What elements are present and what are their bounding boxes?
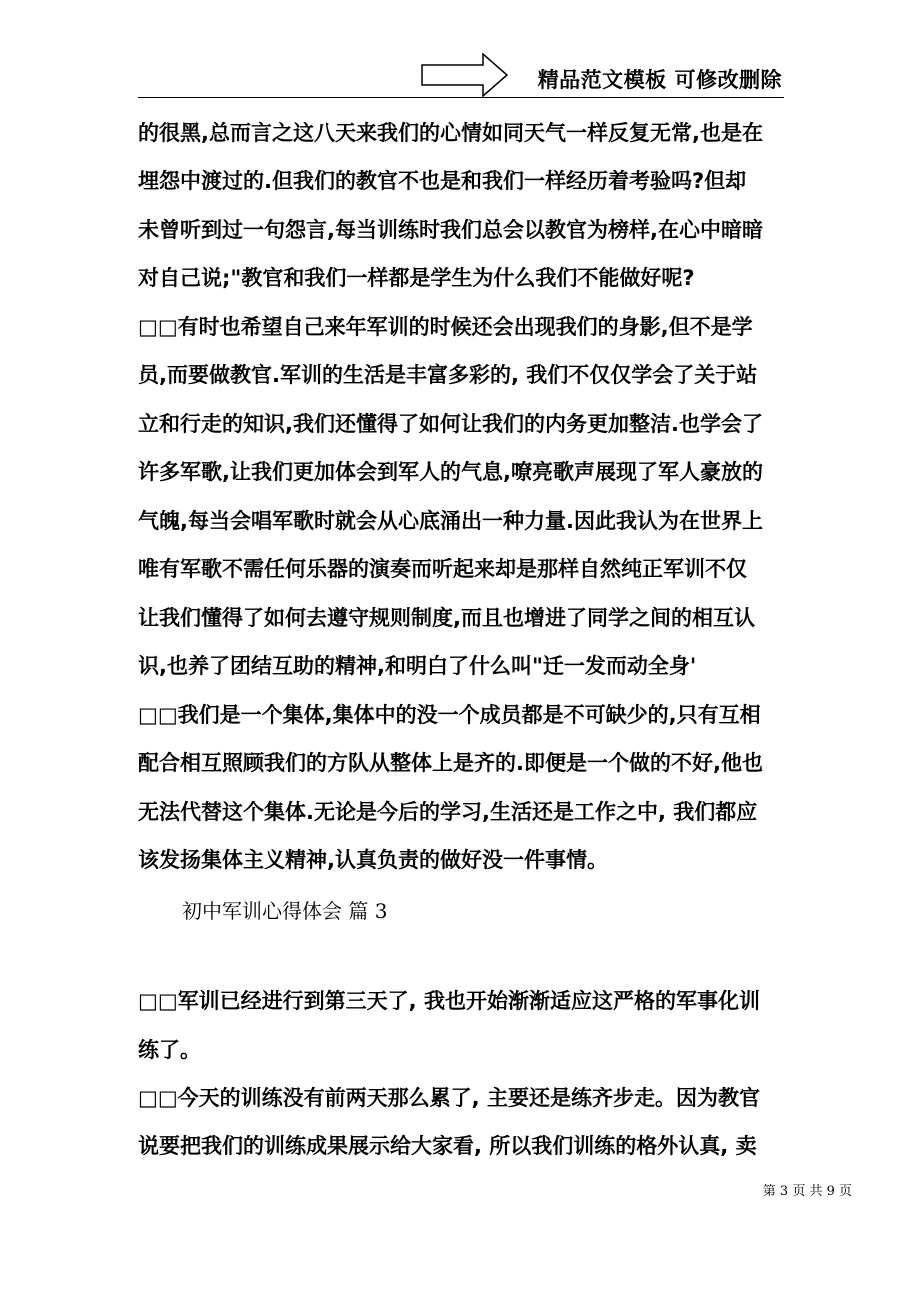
text-line: 说要把我们的训练成果展示给大家看, 所以我们训练的格外认真, 卖 xyxy=(138,1134,757,1158)
arrow-right-icon xyxy=(421,52,509,98)
text-line: 无法代替这个集体.无论是今后的学习,生活还是工作之中, 我们都应 xyxy=(138,800,758,824)
text-line: 对自己说;"教官和我们一样都是学生为什么我们不能做好呢? xyxy=(138,266,695,290)
text-line: 气魄,每当会唱军歌时就会从心底涌出一种力量.因此我认为在世界上 xyxy=(138,509,763,533)
header-title: 精品范文模板 可修改删除 xyxy=(537,68,782,92)
text-line: 立和行走的知识,我们还懂得了如何让我们的内务更加整洁.也学会了 xyxy=(138,412,763,436)
text-line: 的很黑,总而言之这八天来我们的心情如同天气一样反复无常,也是在 xyxy=(138,121,763,145)
header-divider xyxy=(138,97,784,98)
text-line: 员,而要做教官.军训的生活是丰富多彩的, 我们不仅仅学会了关于站 xyxy=(138,363,758,387)
section-heading: 初中军训心得体会 篇 3 xyxy=(182,899,388,923)
page-header xyxy=(138,44,784,98)
text-line: 配合相互照顾我们的方队从整体上是齐的.即便是一个做的不好,他也 xyxy=(138,751,763,775)
text-line: 未曾听到过一句怨言,每当训练时我们总会以教官为榜样,在心中暗暗 xyxy=(138,218,763,242)
text-line: □□有时也希望自己来年军训的时候还会出现我们的身影,但不是学 xyxy=(138,315,753,339)
page-number: 第 3 页 共 9 页 xyxy=(762,1184,852,1199)
text-line: 让我们懂得了如何去遵守规则制度,而且也增进了同学之间的相互认 xyxy=(138,606,755,630)
text-line: □□今天的训练没有前两天那么累了, 主要还是练齐步走。因为教官 xyxy=(138,1086,760,1110)
text-line: 识,也养了团结互助的精神,和明白了什么叫"迁一发而动全身' xyxy=(138,654,697,678)
text-line: □□我们是一个集体,集体中的没一个成员都是不可缺少的,只有互相 xyxy=(138,703,761,727)
text-line: 该发扬集体主义精神,认真负责的做好没一件事情。 xyxy=(138,848,608,872)
text-line: □□军训已经进行到第三天了, 我也开始渐渐适应这严格的军事化训 xyxy=(138,989,760,1013)
text-line: 埋怨中渡过的.但我们的教官不也是和我们一样经历着考验吗?但却 xyxy=(138,169,747,193)
text-line: 唯有军歌不需任何乐器的演奏而听起来却是那样自然纯正军训不仅 xyxy=(138,557,747,581)
text-line: 许多军歌,让我们更加体会到军人的气息,嘹亮歌声展现了军人豪放的 xyxy=(138,460,763,484)
text-line: 练了。 xyxy=(138,1038,201,1062)
